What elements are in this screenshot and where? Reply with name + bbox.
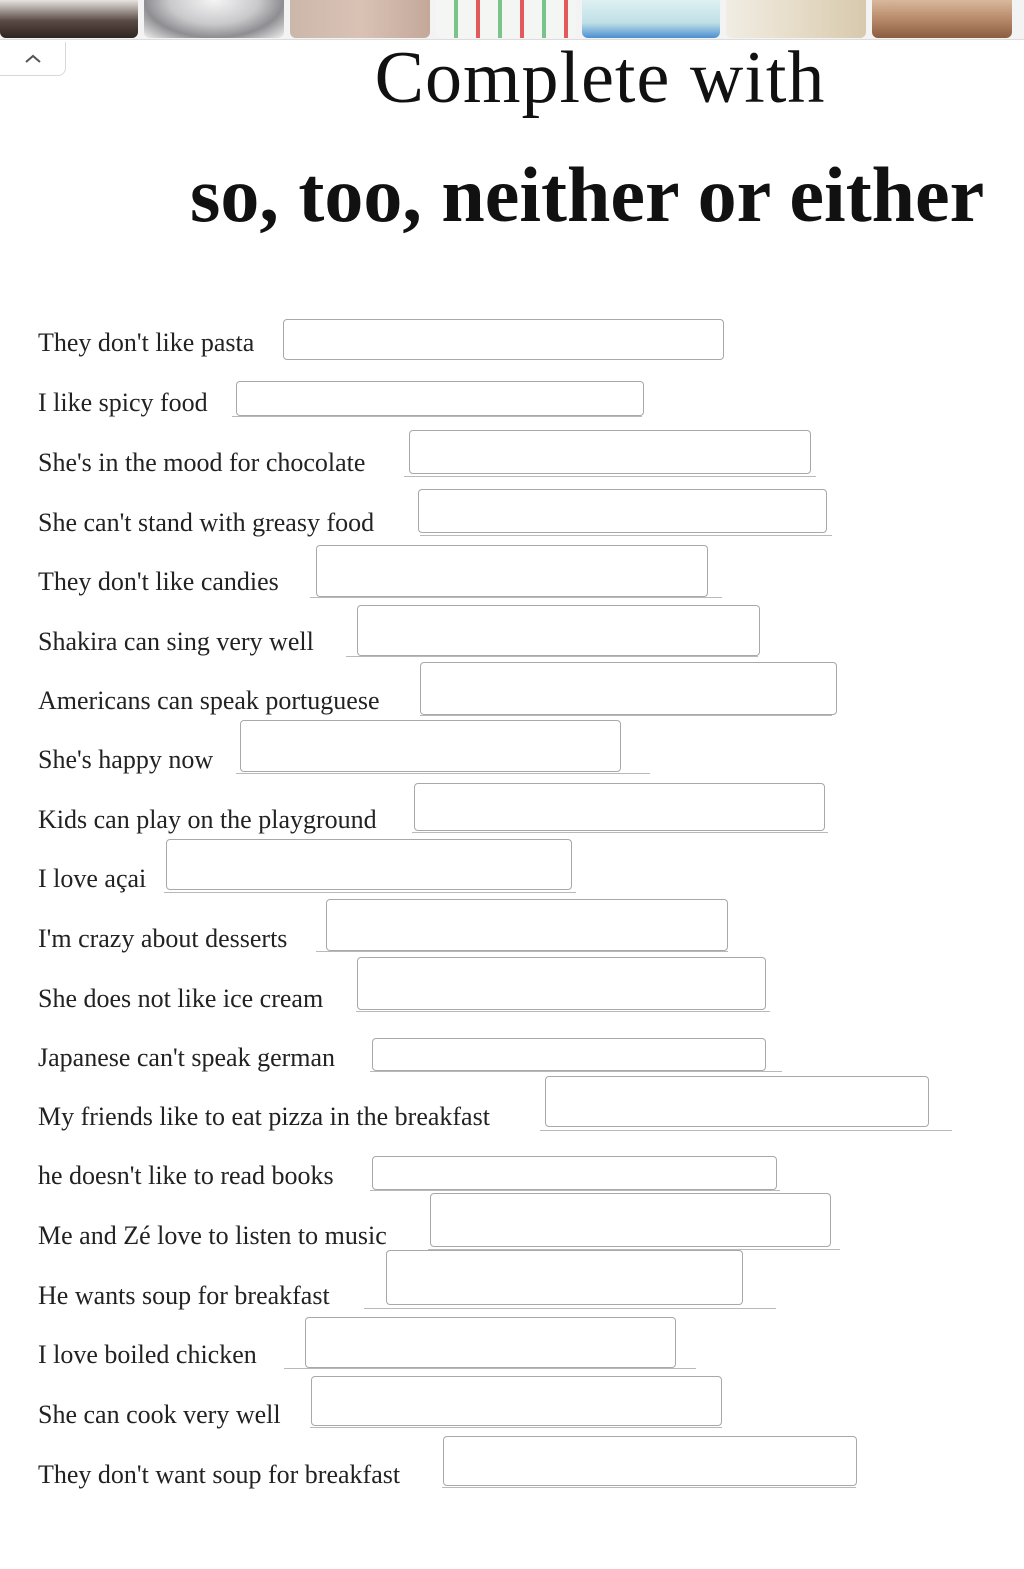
answer-underline bbox=[164, 892, 576, 893]
answer-input[interactable] bbox=[386, 1250, 743, 1305]
sentence-label: Shakira can sing very well bbox=[38, 627, 314, 656]
answer-input[interactable] bbox=[316, 545, 708, 597]
product-thumbnail[interactable] bbox=[290, 0, 430, 38]
cake-thumbnail[interactable] bbox=[0, 0, 138, 38]
sentence-label: She does not like ice cream bbox=[38, 984, 324, 1013]
worksheet-title: Complete with bbox=[374, 37, 826, 119]
answer-input[interactable] bbox=[443, 1436, 857, 1486]
answer-input[interactable] bbox=[311, 1376, 722, 1426]
answer-input[interactable] bbox=[326, 899, 728, 951]
answer-underline bbox=[310, 597, 722, 598]
sentence-label: My friends like to eat pizza in the breakfast bbox=[38, 1102, 490, 1131]
sentence-label: She can't stand with greasy food bbox=[38, 508, 375, 537]
answer-underline bbox=[370, 1071, 782, 1072]
answer-underline bbox=[404, 476, 816, 477]
worksheet-subtitle: so, too, neither or either bbox=[190, 151, 985, 238]
answer-input[interactable] bbox=[372, 1156, 777, 1190]
sentence-label: She can cook very well bbox=[38, 1400, 281, 1429]
answer-input[interactable] bbox=[409, 430, 811, 474]
answer-underline bbox=[370, 1190, 780, 1191]
answer-underline bbox=[316, 951, 728, 952]
furniture-thumbnail[interactable] bbox=[872, 0, 1012, 38]
sentence-label: They don't want soup for breakfast bbox=[38, 1460, 401, 1489]
sentence-label: I'm crazy about desserts bbox=[38, 924, 288, 953]
answer-input[interactable] bbox=[372, 1038, 766, 1071]
sentence-label: They don't like candies bbox=[38, 567, 279, 596]
answer-underline bbox=[284, 1368, 696, 1369]
related-images-strip bbox=[0, 0, 1024, 40]
answer-input[interactable] bbox=[418, 489, 827, 533]
answer-underline bbox=[236, 773, 650, 774]
sentence-label: He wants soup for breakfast bbox=[38, 1281, 330, 1310]
answer-underline bbox=[356, 1011, 770, 1012]
sentence-label: Americans can speak portuguese bbox=[38, 686, 380, 715]
answer-input[interactable] bbox=[357, 605, 760, 656]
chevron-up-icon bbox=[22, 51, 44, 67]
sentence-label: She's in the mood for chocolate bbox=[38, 448, 366, 477]
answer-input[interactable] bbox=[357, 957, 766, 1010]
answer-underline bbox=[346, 656, 758, 657]
sentence-label: he doesn't like to read books bbox=[38, 1161, 334, 1190]
sentence-label: Me and Zé love to listen to music bbox=[38, 1221, 387, 1250]
sentence-label: I love boiled chicken bbox=[38, 1340, 257, 1369]
answer-underline bbox=[420, 715, 832, 716]
answer-input[interactable] bbox=[545, 1076, 929, 1127]
answer-underline bbox=[540, 1130, 952, 1131]
answer-underline bbox=[412, 832, 828, 833]
answer-input[interactable] bbox=[240, 720, 621, 772]
utensils-thumbnail[interactable] bbox=[436, 0, 576, 38]
sentence-label: They don't like pasta bbox=[38, 328, 255, 357]
answer-input[interactable] bbox=[236, 381, 644, 416]
appliance-thumbnail[interactable] bbox=[726, 0, 866, 38]
answer-underline bbox=[310, 1427, 722, 1428]
answer-input[interactable] bbox=[420, 662, 837, 715]
answer-input[interactable] bbox=[283, 319, 724, 360]
sentence-label: She's happy now bbox=[38, 745, 214, 774]
kitchen-set-thumbnail[interactable] bbox=[582, 0, 720, 38]
answer-underline bbox=[232, 416, 642, 417]
sentence-label: Kids can play on the playground bbox=[38, 805, 377, 834]
answer-input[interactable] bbox=[305, 1317, 676, 1368]
answer-input[interactable] bbox=[430, 1193, 831, 1247]
sentence-label: Japanese can't speak german bbox=[38, 1043, 336, 1072]
collapse-button[interactable] bbox=[0, 42, 66, 76]
answer-underline bbox=[364, 1308, 776, 1309]
sentence-label: I like spicy food bbox=[38, 388, 208, 417]
answer-underline bbox=[420, 535, 832, 536]
sentence-label: I love açai bbox=[38, 864, 147, 893]
answer-underline bbox=[442, 1487, 856, 1488]
answer-input[interactable] bbox=[166, 839, 572, 890]
answer-input[interactable] bbox=[414, 783, 825, 831]
cake-pan-thumbnail[interactable] bbox=[144, 0, 284, 38]
